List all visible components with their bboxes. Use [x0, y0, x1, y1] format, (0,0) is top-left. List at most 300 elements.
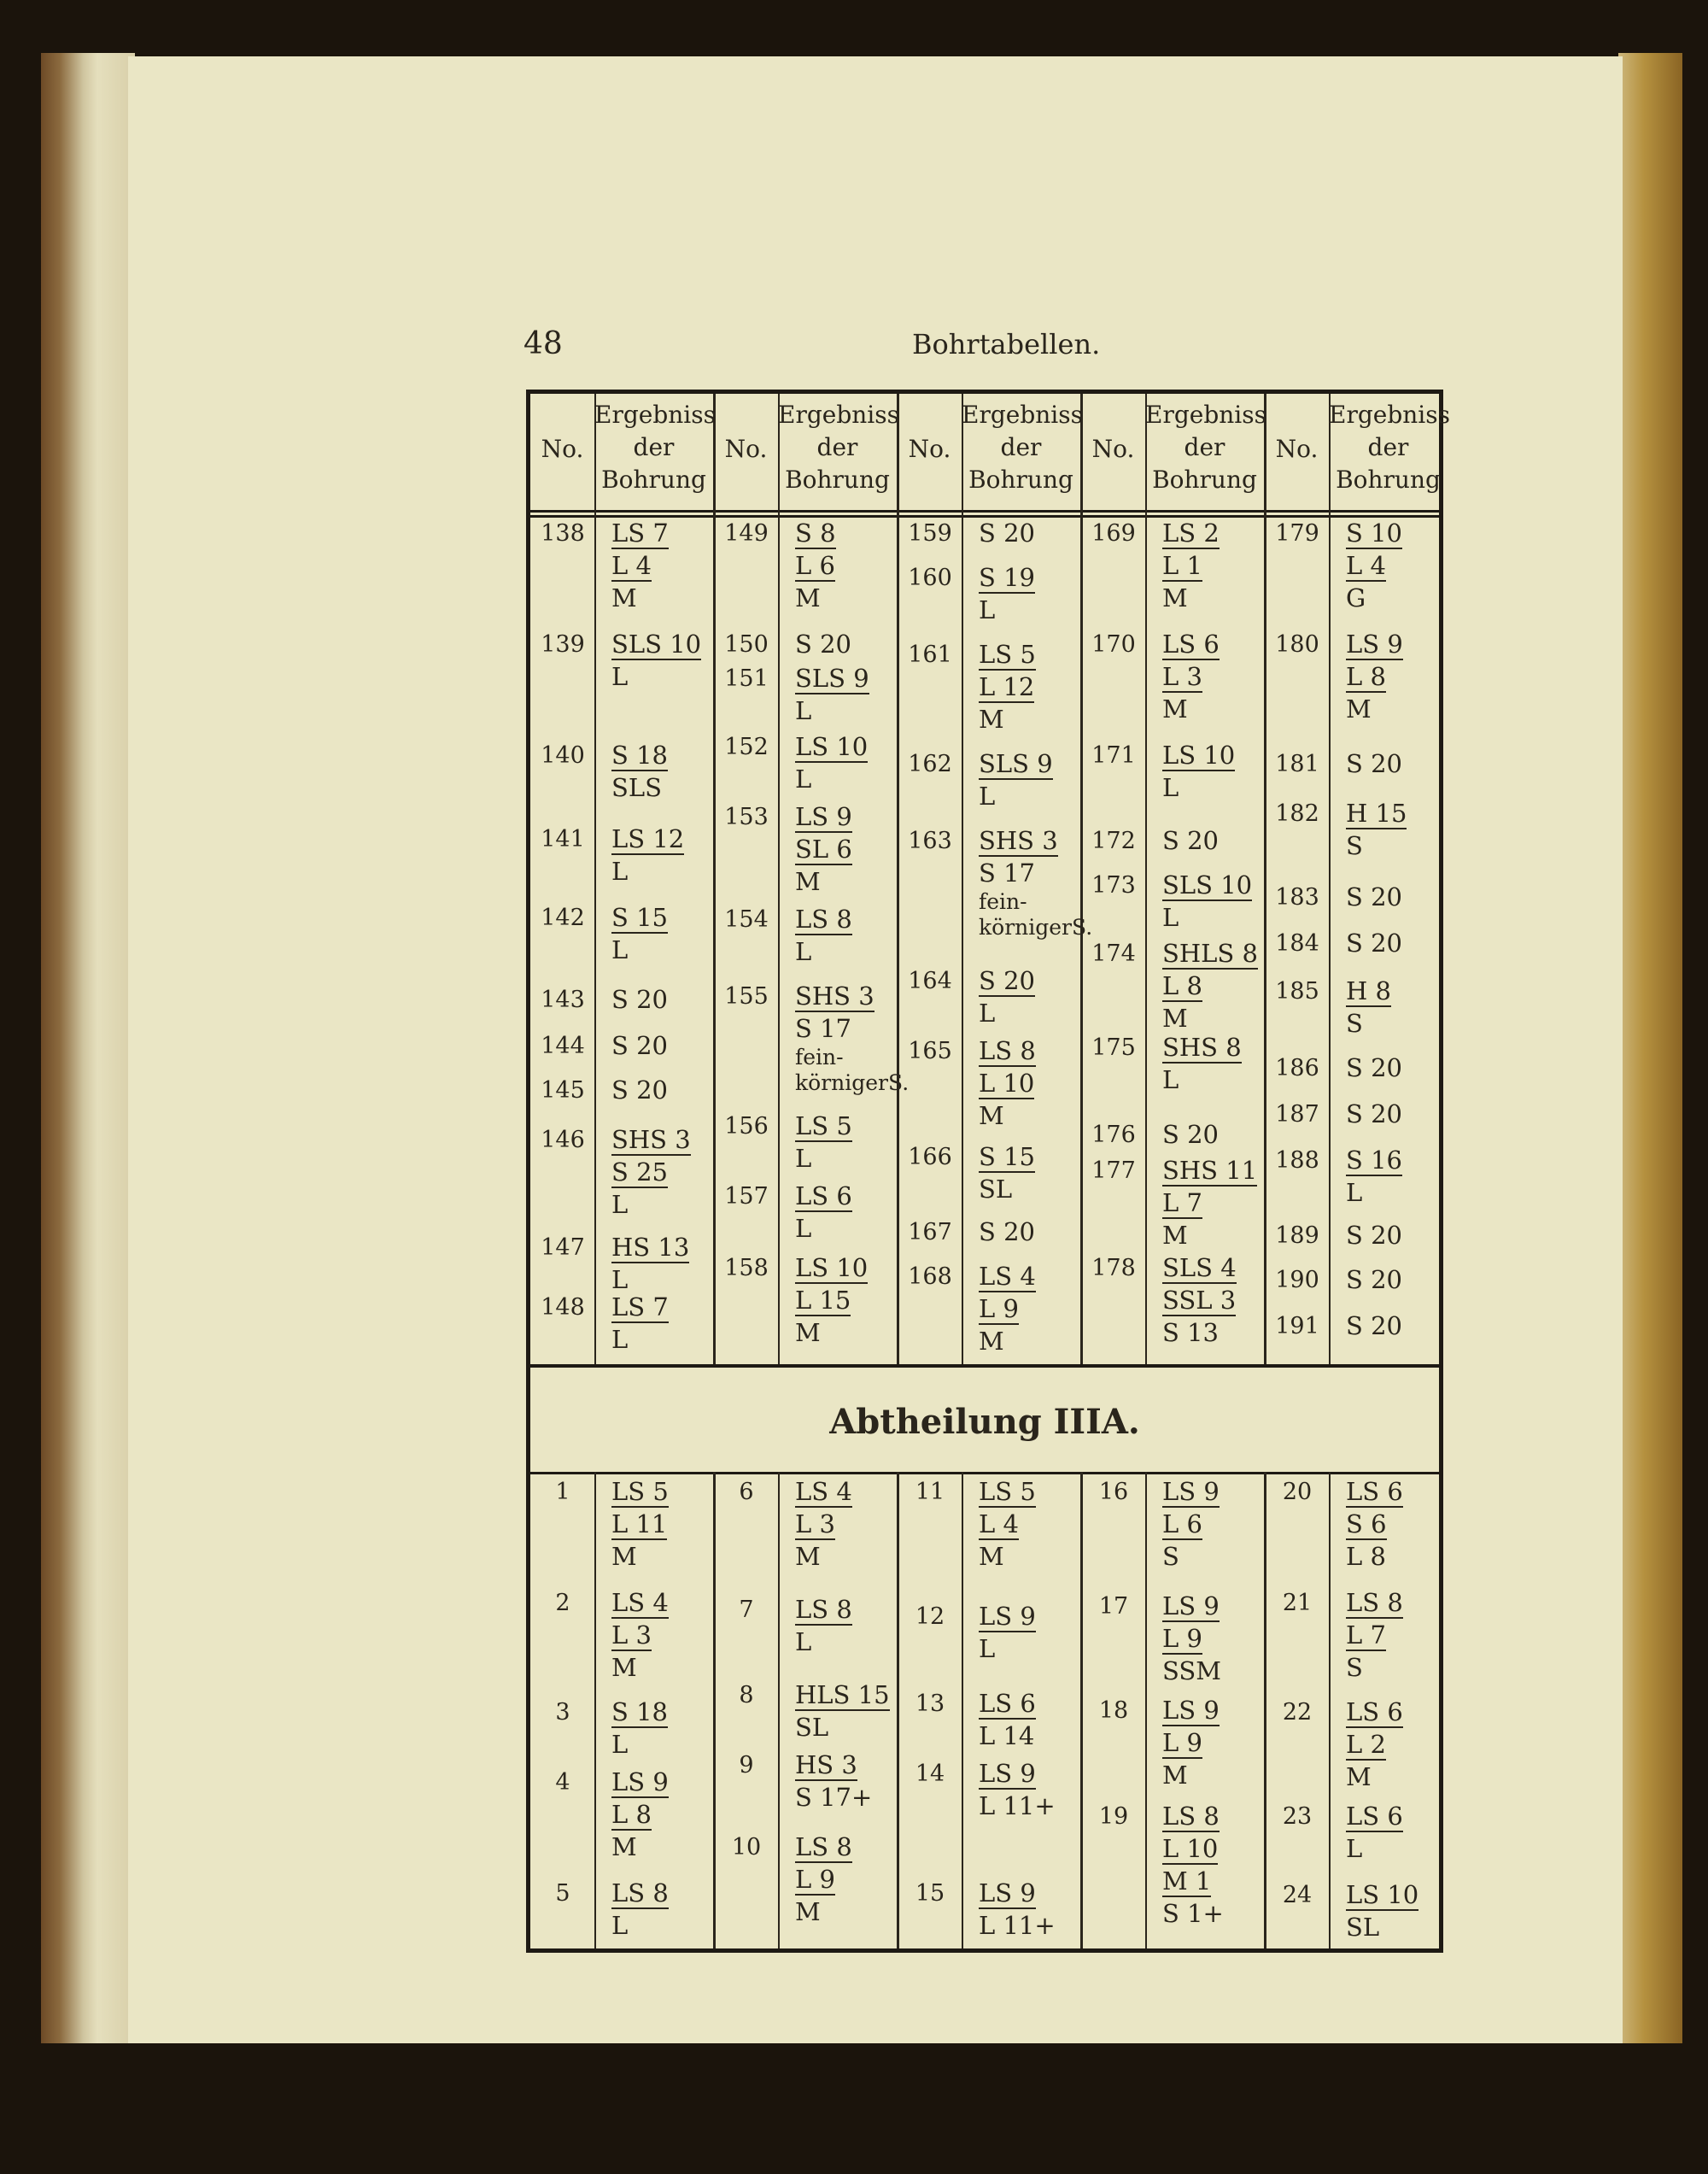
result-line — [611, 1123, 691, 1156]
result-line — [979, 964, 1035, 997]
result-term: LS 8 — [795, 905, 852, 934]
result-line — [795, 1749, 872, 1781]
result-line — [795, 1508, 852, 1540]
result-term: HLS 15 — [795, 1680, 890, 1709]
result-line — [1346, 660, 1403, 693]
boring-result — [795, 662, 869, 727]
book-edge-right — [1618, 53, 1682, 2043]
result-term: L — [979, 999, 996, 1028]
boring-number: 167 — [908, 1219, 952, 1245]
section-rule-bottom — [530, 1472, 1439, 1474]
result-line — [1346, 1800, 1403, 1832]
result-line — [795, 662, 869, 694]
result-line — [979, 1067, 1036, 1099]
boring-result — [1162, 1154, 1257, 1251]
result-line — [1346, 693, 1403, 725]
result-line — [795, 800, 852, 833]
result-line — [1162, 1316, 1237, 1349]
boring-result — [1346, 1475, 1403, 1573]
result-line — [1162, 1800, 1224, 1832]
boring-result — [1162, 1118, 1219, 1151]
boring-result — [611, 1231, 689, 1296]
result-term: S 18 — [611, 1697, 668, 1726]
result-line — [611, 1540, 669, 1573]
result-line — [611, 823, 684, 855]
result-term: M — [1162, 1004, 1188, 1033]
header-result-line: der — [633, 433, 675, 461]
result-line — [611, 517, 669, 549]
boring-result — [979, 1034, 1036, 1132]
result-line — [1346, 628, 1403, 660]
boring-result — [611, 1586, 669, 1684]
result-term: M — [795, 1318, 821, 1347]
result-term: L — [1162, 773, 1179, 802]
header-result-line: Bohrung — [601, 466, 706, 494]
header-result-line: der — [1367, 433, 1409, 461]
result-term: SL 6 — [795, 835, 852, 864]
result-term: L 11+ — [979, 1791, 1056, 1820]
boring-result — [1346, 1800, 1403, 1865]
boring-number: 165 — [908, 1038, 952, 1064]
boring-number: 13 — [915, 1691, 945, 1717]
result-line — [611, 1291, 669, 1323]
result-line — [979, 1909, 1056, 1942]
header-result-line: Ergebniss — [778, 401, 899, 429]
result-term: LS 9 — [1162, 1696, 1220, 1725]
result-line — [979, 1173, 1035, 1205]
boring-result — [979, 747, 1053, 812]
result-term: LS 9 — [795, 802, 852, 831]
result-term: S 20 — [795, 630, 851, 659]
result-line — [611, 1188, 691, 1221]
result-term: LS 8 — [979, 1036, 1036, 1065]
result-term: LS 4 — [611, 1588, 669, 1617]
boring-result — [611, 1766, 669, 1863]
result-term: HS 13 — [611, 1233, 690, 1262]
boring-result — [1346, 1263, 1402, 1296]
result-line — [1162, 1832, 1224, 1865]
boring-number: 3 — [555, 1699, 570, 1726]
result-line — [795, 1045, 909, 1070]
result-line — [795, 1711, 890, 1743]
boring-number: 8 — [739, 1682, 754, 1708]
result-line — [1162, 1031, 1242, 1064]
result-term: L — [795, 937, 812, 966]
result-term: L 15 — [795, 1286, 851, 1315]
result-term: L — [611, 1325, 629, 1354]
boring-result — [611, 739, 668, 804]
result-term: M 1 — [1162, 1866, 1212, 1896]
result-term: M — [979, 1327, 1004, 1356]
result-line — [611, 1831, 669, 1863]
result-line — [1162, 1726, 1220, 1759]
boring-number: 4 — [555, 1769, 570, 1796]
boring-result — [611, 1877, 669, 1942]
boring-table — [526, 390, 1450, 1953]
result-line — [795, 1831, 852, 1863]
result-term: L — [611, 1265, 629, 1294]
boring-number: 162 — [908, 751, 952, 777]
result-line — [1346, 1098, 1402, 1130]
boring-number: 16 — [1098, 1479, 1129, 1505]
boring-result — [611, 1123, 691, 1221]
result-line — [979, 1325, 1036, 1357]
result-line — [1346, 1219, 1402, 1251]
result-term: L — [1346, 1834, 1363, 1863]
result-line — [979, 1216, 1035, 1248]
header-result-line: Bohrung — [1152, 466, 1257, 494]
boring-result — [795, 1831, 852, 1928]
result-line — [1162, 1897, 1224, 1930]
result-line — [1162, 1590, 1221, 1622]
result-line — [611, 660, 701, 693]
boring-number: 149 — [724, 520, 769, 547]
result-line — [611, 1798, 669, 1831]
result-line — [1162, 824, 1219, 857]
boring-result — [611, 823, 684, 888]
section-title: Abtheilung IIIA. — [829, 1402, 1140, 1442]
result-term: SLS 9 — [795, 664, 869, 693]
boring-number: 173 — [1091, 872, 1136, 899]
result-line — [1346, 582, 1402, 614]
result-line — [1346, 1619, 1403, 1651]
result-term: S 13 — [1162, 1318, 1219, 1347]
result-line — [795, 694, 869, 727]
result-line — [1162, 970, 1258, 1002]
boring-result — [979, 1687, 1036, 1752]
group-divider — [1264, 394, 1266, 1364]
boring-result — [1162, 869, 1252, 934]
result-line — [795, 1212, 852, 1245]
result-term: M — [979, 705, 1004, 734]
result-term: S 17 — [979, 858, 1035, 888]
result-line — [611, 983, 668, 1016]
result-term: LS 10 — [795, 1253, 869, 1282]
result-line — [1162, 1508, 1220, 1540]
result-term: S 20 — [1346, 1221, 1402, 1250]
result-term: L 8 — [611, 1800, 652, 1829]
boring-result — [1346, 1219, 1402, 1251]
result-term: S 20 — [1346, 749, 1402, 778]
result-line — [1162, 1540, 1220, 1573]
column-divider — [778, 394, 780, 1364]
boring-result — [795, 1593, 852, 1658]
result-term: S 8 — [795, 519, 836, 548]
result-term: LS 8 — [1346, 1588, 1403, 1617]
result-term: S 20 — [1346, 1265, 1402, 1294]
column-divider — [778, 1472, 780, 1948]
result-line — [979, 1475, 1036, 1508]
result-term: LS 6 — [979, 1689, 1036, 1718]
result-line — [1162, 1284, 1237, 1316]
result-term: L 7 — [1162, 1188, 1202, 1217]
result-line — [1162, 901, 1252, 934]
boring-number: 139 — [541, 631, 585, 658]
result-term: L 12 — [979, 672, 1035, 701]
result-term: L 3 — [611, 1620, 652, 1650]
result-term: M — [1346, 1762, 1372, 1791]
boring-result — [1346, 747, 1402, 780]
boring-number: 21 — [1282, 1590, 1313, 1616]
boring-result — [795, 1475, 852, 1573]
result-line — [1346, 1310, 1402, 1342]
result-term: LS 9 — [1346, 630, 1403, 659]
result-term: M — [795, 583, 821, 612]
result-term: SL — [979, 1175, 1013, 1204]
result-term: M — [1162, 694, 1188, 724]
header-result-line: Ergebniss — [1145, 401, 1266, 429]
result-line — [979, 594, 1035, 626]
result-term: fein- — [795, 1045, 844, 1069]
boring-result — [1162, 1694, 1220, 1791]
result-line — [1346, 927, 1402, 959]
result-line — [1162, 1064, 1242, 1096]
result-line — [1346, 1475, 1403, 1508]
result-line — [1162, 517, 1220, 549]
result-line — [795, 865, 852, 898]
result-term: L — [795, 1627, 812, 1656]
result-term: L — [611, 1911, 629, 1940]
boring-result — [979, 1140, 1035, 1205]
boring-result — [979, 1600, 1036, 1665]
result-term: M — [979, 1101, 1004, 1130]
header-result — [594, 399, 716, 496]
boring-number: 157 — [724, 1183, 769, 1210]
boring-result — [1346, 881, 1402, 913]
result-term: LS 6 — [1162, 630, 1220, 659]
result-term: L — [611, 935, 629, 964]
boring-result — [1162, 1251, 1237, 1349]
result-line — [611, 1766, 669, 1798]
result-term: LS 9 — [1162, 1477, 1220, 1506]
boring-number: 188 — [1275, 1147, 1319, 1174]
result-term: L 4 — [611, 551, 652, 580]
result-line — [795, 1863, 852, 1896]
boring-result — [611, 983, 668, 1016]
result-term: L 7 — [1346, 1620, 1386, 1650]
result-term: M — [611, 1653, 637, 1682]
result-term: L 8 — [1346, 1542, 1386, 1571]
boring-number: 10 — [731, 1834, 762, 1860]
result-term: L — [795, 1144, 812, 1173]
boring-number: 170 — [1091, 631, 1136, 658]
boring-number: 23 — [1282, 1803, 1313, 1830]
boring-number: 181 — [1275, 751, 1319, 777]
result-term: L 9 — [795, 1865, 835, 1894]
boring-number: 142 — [541, 905, 585, 931]
result-term: LS 6 — [795, 1181, 852, 1210]
group-divider — [1264, 1472, 1266, 1948]
result-term: M — [795, 1897, 821, 1926]
boring-result — [1162, 739, 1235, 804]
result-term: S 20 — [611, 1031, 668, 1060]
boring-number: 189 — [1275, 1222, 1319, 1249]
result-line — [1162, 937, 1258, 970]
result-line — [611, 549, 669, 582]
result-line — [611, 1619, 669, 1651]
result-line — [795, 1896, 852, 1928]
boring-result — [1162, 937, 1258, 1034]
result-term: L — [611, 1190, 629, 1219]
result-line — [611, 1475, 669, 1508]
result-term: SHS 3 — [611, 1125, 691, 1154]
result-line — [1346, 1144, 1402, 1176]
boring-number: 171 — [1091, 742, 1136, 769]
result-term: körnigerS. — [979, 915, 1093, 940]
result-term: LS 5 — [795, 1111, 852, 1140]
result-term: LS 9 — [979, 1602, 1036, 1631]
result-line — [1346, 1761, 1403, 1793]
result-term: SLS 10 — [611, 630, 702, 659]
result-term: LS 10 — [1346, 1880, 1419, 1909]
result-line — [979, 889, 1092, 915]
result-term: L 6 — [795, 551, 835, 580]
boring-result — [1346, 1144, 1402, 1209]
result-line — [1162, 1219, 1257, 1251]
boring-number: 185 — [1275, 978, 1319, 1005]
result-line — [611, 628, 701, 660]
boring-result — [1162, 628, 1220, 725]
boring-number: 2 — [555, 1590, 570, 1616]
boring-number: 172 — [1091, 828, 1136, 854]
boring-result — [795, 730, 868, 795]
boring-number: 184 — [1275, 930, 1319, 957]
result-line — [611, 1728, 668, 1761]
boring-result — [1346, 1310, 1402, 1342]
result-line — [1162, 771, 1235, 804]
result-line — [795, 935, 852, 968]
result-term: LS 10 — [795, 732, 869, 761]
header-no: No. — [1091, 435, 1135, 463]
column-divider — [594, 1472, 596, 1948]
result-line — [611, 771, 668, 804]
result-term: S 20 — [1346, 1099, 1402, 1128]
result-term: SHS 3 — [795, 982, 874, 1011]
result-line — [979, 1508, 1036, 1540]
boring-number: 24 — [1282, 1882, 1313, 1908]
result-line — [1346, 829, 1407, 862]
result-term: L — [1162, 1065, 1179, 1094]
boring-result — [1162, 1475, 1220, 1573]
boring-number: 152 — [724, 734, 769, 760]
result-term: S 15 — [611, 903, 668, 932]
header-result-line: Ergebniss — [594, 401, 716, 429]
result-term: fein- — [979, 889, 1027, 914]
result-line — [611, 855, 684, 888]
boring-result — [1346, 1878, 1418, 1943]
result-term: M — [979, 1542, 1004, 1571]
result-term: M — [1162, 1221, 1188, 1250]
column-divider — [594, 394, 596, 1364]
book-edge-left — [41, 53, 135, 2043]
result-term: L 3 — [1162, 662, 1202, 691]
result-term: M — [1162, 1761, 1188, 1790]
boring-number: 19 — [1098, 1803, 1129, 1830]
header-no: No. — [724, 435, 768, 463]
boring-number: 178 — [1091, 1255, 1136, 1281]
result-line — [611, 1877, 669, 1909]
result-term: L 11 — [611, 1509, 668, 1538]
boring-number: 146 — [541, 1127, 585, 1153]
boring-number: 140 — [541, 742, 585, 769]
result-term: S 20 — [1162, 1120, 1219, 1149]
result-line — [979, 1034, 1036, 1067]
result-term: SLS 10 — [1162, 870, 1253, 899]
boring-number: 1 — [555, 1479, 570, 1505]
result-line — [979, 1877, 1056, 1909]
result-line — [611, 1074, 668, 1106]
result-term: LS 8 — [795, 1832, 852, 1861]
result-term: LS 4 — [795, 1477, 852, 1506]
boring-result — [795, 1110, 852, 1175]
boring-result — [795, 1180, 852, 1245]
result-line — [979, 1292, 1036, 1325]
boring-number: 187 — [1275, 1101, 1319, 1128]
result-line — [611, 1586, 669, 1619]
boring-result — [795, 980, 909, 1096]
boring-number: 138 — [541, 520, 585, 547]
result-term: L 4 — [979, 1509, 1019, 1538]
result-term: S 6 — [1346, 1509, 1387, 1538]
result-term: L — [1346, 1178, 1363, 1207]
boring-result — [979, 561, 1035, 626]
result-term: S 20 — [611, 1075, 668, 1105]
boring-number: 147 — [541, 1234, 585, 1261]
result-line — [1162, 1475, 1220, 1508]
result-term: L — [611, 1730, 629, 1759]
result-line — [979, 638, 1036, 671]
result-term: S 17 — [795, 1014, 851, 1043]
group-divider — [713, 1472, 716, 1948]
result-line — [795, 1284, 868, 1316]
boring-result — [979, 1260, 1036, 1357]
result-term: L 8 — [1346, 662, 1386, 691]
result-line — [1162, 628, 1220, 660]
result-line — [795, 730, 868, 763]
boring-result — [1346, 927, 1402, 959]
header-result — [778, 399, 897, 496]
result-line — [979, 824, 1092, 857]
result-line — [795, 582, 836, 614]
result-term: S — [1346, 1009, 1363, 1038]
result-term: SL — [795, 1713, 829, 1742]
group-divider — [897, 1472, 899, 1948]
result-term: H 8 — [1346, 976, 1391, 1005]
result-line — [1346, 881, 1402, 913]
result-term: LS 9 — [1162, 1591, 1220, 1620]
result-term: S 25 — [611, 1157, 668, 1187]
result-line — [611, 1323, 669, 1356]
result-line — [611, 739, 668, 771]
result-line — [1162, 1694, 1220, 1726]
result-line — [1162, 549, 1220, 582]
boring-number: 159 — [908, 520, 952, 547]
result-term: S — [1346, 831, 1363, 860]
result-line — [611, 934, 668, 966]
header-result-line: Ergebniss — [1329, 401, 1450, 429]
boring-result — [611, 1475, 669, 1573]
result-term: L — [611, 662, 629, 691]
boring-number: 5 — [555, 1880, 570, 1907]
result-line — [979, 1687, 1036, 1720]
result-term: L 4 — [1346, 551, 1386, 580]
result-term: SLS 9 — [979, 749, 1053, 778]
result-line — [795, 1316, 868, 1349]
result-term: S 17+ — [795, 1783, 873, 1812]
boring-number: 18 — [1098, 1697, 1129, 1724]
group-divider — [713, 394, 716, 1364]
boring-number: 168 — [908, 1263, 952, 1290]
